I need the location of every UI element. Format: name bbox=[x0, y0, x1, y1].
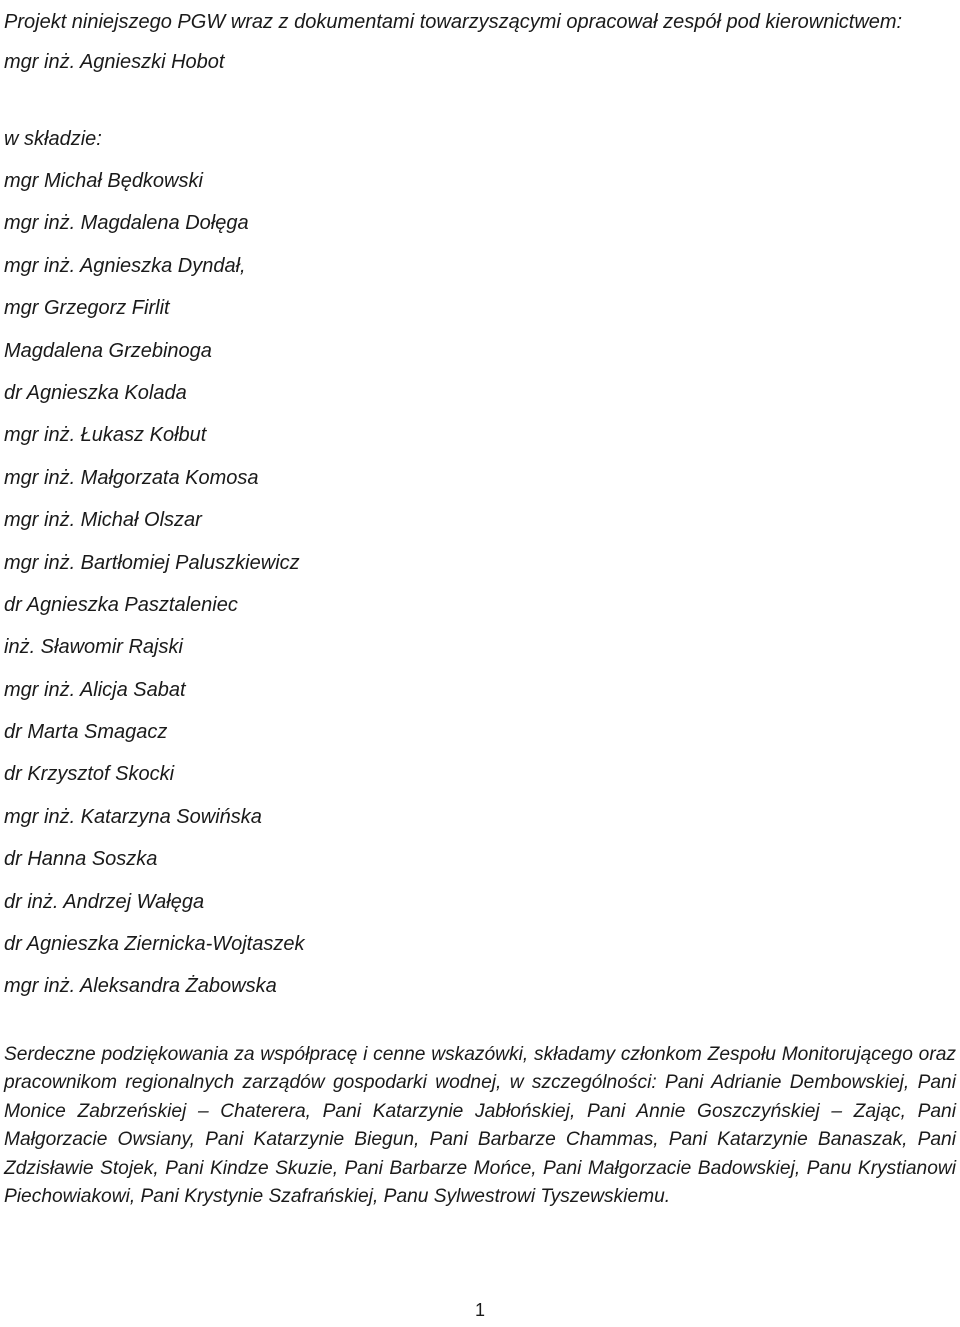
team-member: dr inż. Andrzej Wałęga bbox=[4, 890, 205, 913]
team-member: dr Agnieszka Ziernicka-Wojtaszek bbox=[4, 933, 305, 956]
team-member: dr Hanna Soszka bbox=[4, 848, 158, 871]
team-member: dr Agnieszka Kolada bbox=[4, 381, 187, 404]
team-member: mgr inż. Alicja Sabat bbox=[4, 678, 186, 701]
intro-paragraph bbox=[4, 2, 956, 82]
team-member: Magdalena Grzebinoga bbox=[4, 339, 212, 362]
team-member: mgr inż. Katarzyna Sowińska bbox=[4, 805, 262, 828]
team-member: mgr inż. Małgorzata Komosa bbox=[4, 466, 259, 489]
team-member: inż. Sławomir Rajski bbox=[4, 636, 183, 659]
team-member: dr Agnieszka Pasztaleniec bbox=[4, 593, 238, 616]
intro-line-2: mgr inż. Agnieszki Hobot bbox=[4, 51, 225, 73]
team-member: mgr inż. Bartłomiej Paluszkiewicz bbox=[4, 551, 300, 574]
team-member: mgr Michał Będkowski bbox=[4, 170, 203, 192]
team-member: mgr inż. Łukasz Kołbut bbox=[4, 424, 207, 447]
intro-line-1: Projekt niniejszego PGW wraz z dokumentami towarzyszącymi opracował zespół pod kierownictwem: bbox=[4, 11, 903, 33]
team-member: mgr inż. Magdalena Dołęga bbox=[4, 212, 249, 235]
team-member: mgr inż. Aleksandra Żabowska bbox=[4, 975, 277, 998]
team-member: mgr Grzegorz Firlit bbox=[4, 297, 170, 320]
team-label: w składzie: bbox=[4, 128, 102, 150]
team-member-list bbox=[4, 160, 304, 1008]
acknowledgement-paragraph: Serdeczne podziękowania za współpracę i cenne wskazówki, składamy członkom Zespołu Monitorującego oraz pracownikom regionalnych zarządów gospodarki wodnej, w szczególności: Pani Adrianie Dembowskiej, Pani Monice Zabrzeńskiej – Chaterera, Pani Katarzynie Jabłońskiej, Pani Annie Goszczyńskiej – Zając, Pani Małgorzacie Owsiany, Pani Katarzynie Biegun, Pani Barbarze Chammas, Pani Katarzynie Banaszak, Pani Zdzisławie Stojek, Pani Kindze Skuzie, Pani Barbarze Mońce, Pani Małgorzacie Badowskiej, Panu Krystianowi Piechowiakowi, Pani Krystynie Szafrańskiej, Panu Sylwestrowi Tyszewskiemu. bbox=[4, 1044, 956, 1208]
team-member: mgr inż. Michał Olszar bbox=[4, 509, 202, 532]
team-member: dr Marta Smagacz bbox=[4, 721, 168, 744]
team-member: mgr inż. Agnieszka Dyndał, bbox=[4, 254, 246, 277]
team-member: dr Krzysztof Skocki bbox=[4, 763, 175, 786]
page-number: 1 bbox=[474, 1300, 485, 1320]
